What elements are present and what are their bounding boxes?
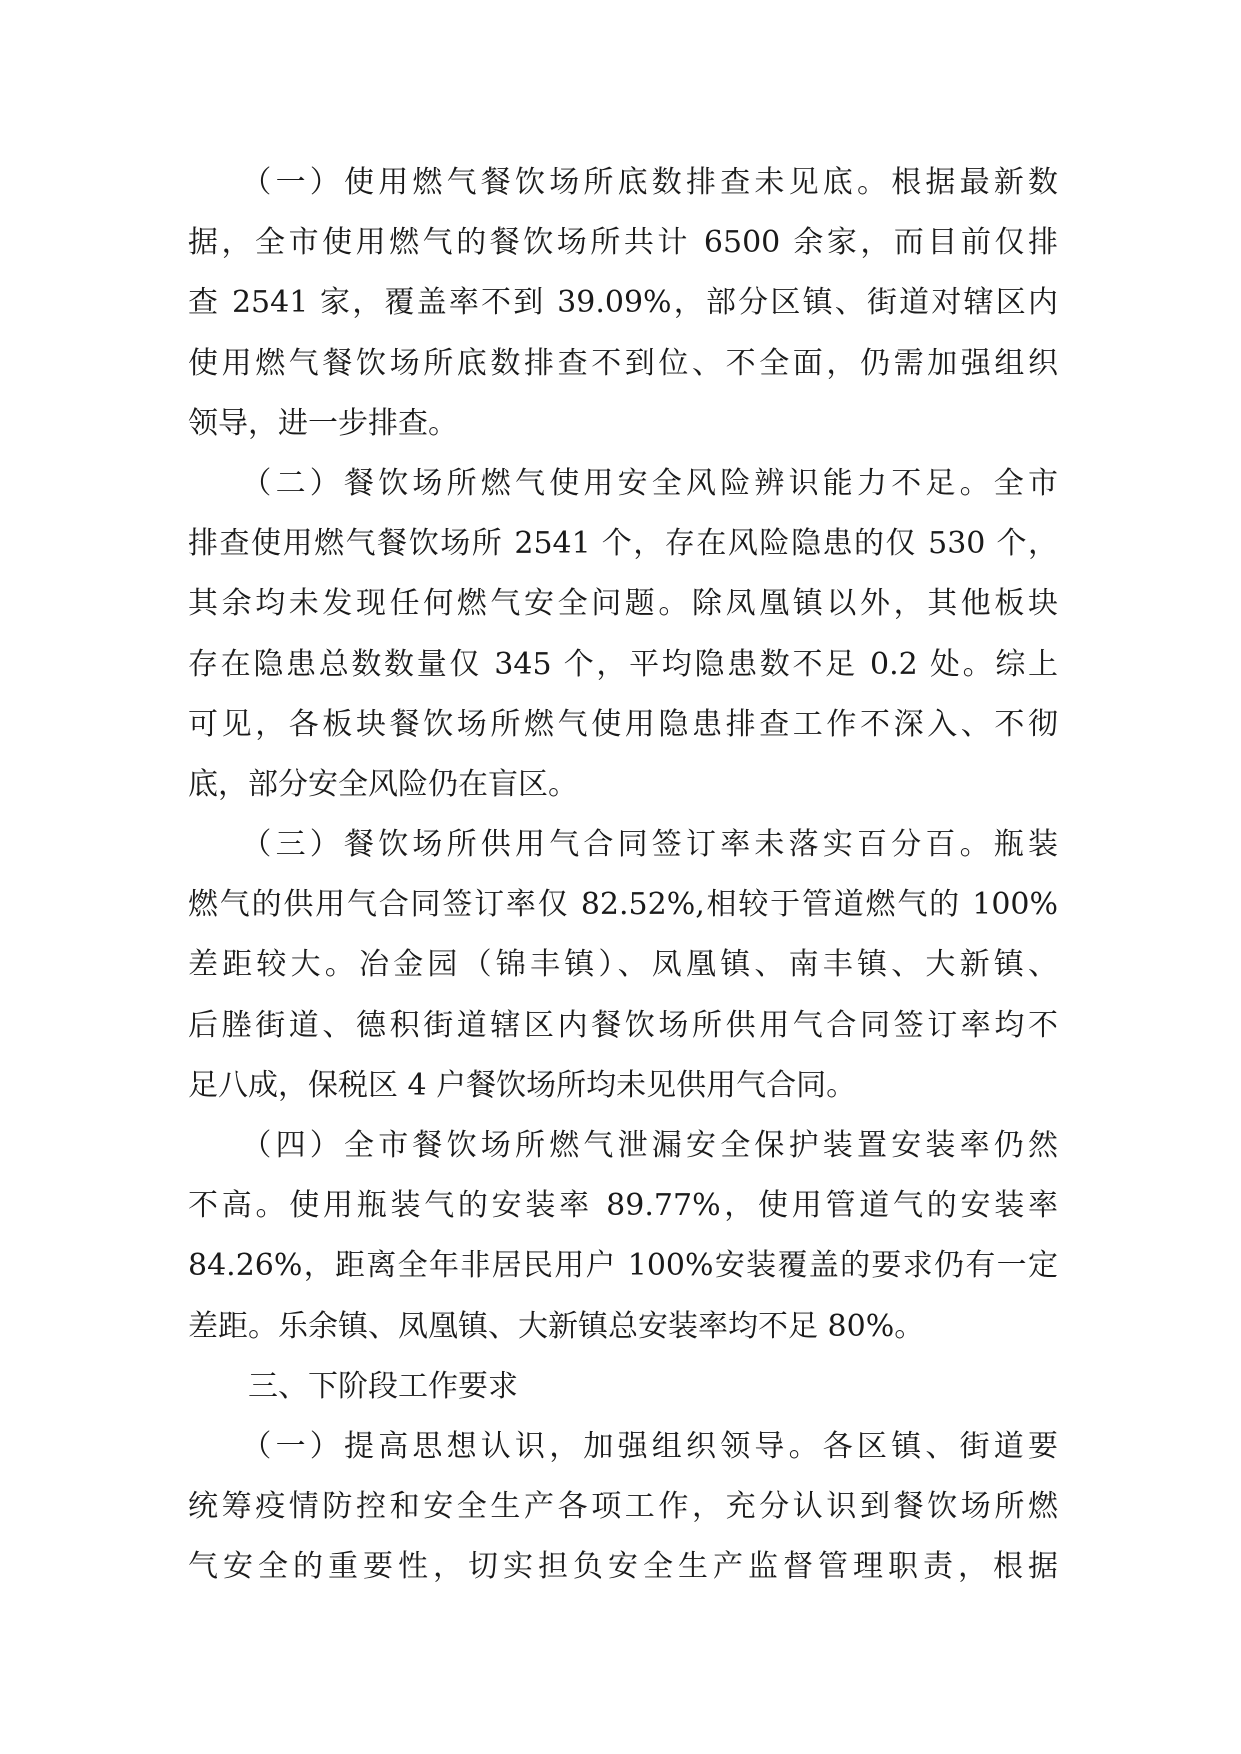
document-body xyxy=(188,153,1058,1598)
text-line: 存在隐患总数数量仅 345 个，平均隐患数不足 0.2 处。综上 xyxy=(188,646,1058,682)
text-line: 三、下阶段工作要求 xyxy=(188,1368,518,1404)
text-line: （四）全市餐饮场所燃气泄漏安全保护装置安装率仍然 xyxy=(188,1128,1058,1163)
text-line: 其余均未发现任何燃气安全问题。除凤凰镇以外，其他板块 xyxy=(188,586,1058,622)
text-line: 不高。使用瓶装气的安装率 89.77%，使用管道气的安装率 xyxy=(188,1188,1058,1224)
text-line: （一）提高思想认识，加强组织领导。各区镇、街道要 xyxy=(188,1428,1058,1464)
text-line: 燃气的供用气合同签订率仅 82.52%,相较于管道燃气的 100% xyxy=(188,887,1058,923)
text-line: 84.26%，距离全年非居民用户 100%安装覆盖的要求仍有一定 xyxy=(188,1248,1058,1284)
text-line: （三）餐饮场所供用气合同签订率未落实百分百。瓶装 xyxy=(188,827,1058,863)
text-line: 气安全的重要性，切实担负安全生产监督管理职责，根据 xyxy=(188,1549,1058,1585)
text-line: 差距较大。冶金园（锦丰镇）、凤凰镇、南丰镇、大新镇、 xyxy=(188,947,1058,983)
text-line: 足八成，保税区 4 户餐饮场所均未见供用气合同。 xyxy=(188,1067,857,1103)
text-line: 据，全市使用燃气的餐饮场所共计 6500 余家，而目前仅排 xyxy=(188,225,1058,261)
text-line: （一）使用燃气餐饮场所底数排查未见底。根据最新数 xyxy=(188,165,1058,200)
text-line: （二）餐饮场所燃气使用安全风险辨识能力不足。全市 xyxy=(188,465,1058,501)
text-line: 后塍街道、德积街道辖区内餐饮场所供用气合同签订率均不 xyxy=(188,1007,1058,1043)
text-line: 领导，进一步排查。 xyxy=(188,405,458,441)
text-line: 底，部分安全风险仍在盲区。 xyxy=(188,766,578,802)
text-line: 差距。乐余镇、凤凰镇、大新镇总安装率均不足 80%。 xyxy=(188,1308,925,1344)
text-line: 统筹疫情防控和安全生产各项工作，充分认识到餐饮场所燃 xyxy=(188,1489,1058,1525)
text-line: 使用燃气餐饮场所底数排查不到位、不全面，仍需加强组织 xyxy=(188,345,1058,381)
text-line: 排查使用燃气餐饮场所 2541 个，存在风险隐患的仅 530 个， xyxy=(188,526,1058,562)
text-line: 可见，各板块餐饮场所燃气使用隐患排查工作不深入、不彻 xyxy=(188,706,1058,742)
text-line: 查 2541 家，覆盖率不到 39.09%，部分区镇、街道对辖区内 xyxy=(188,285,1058,321)
